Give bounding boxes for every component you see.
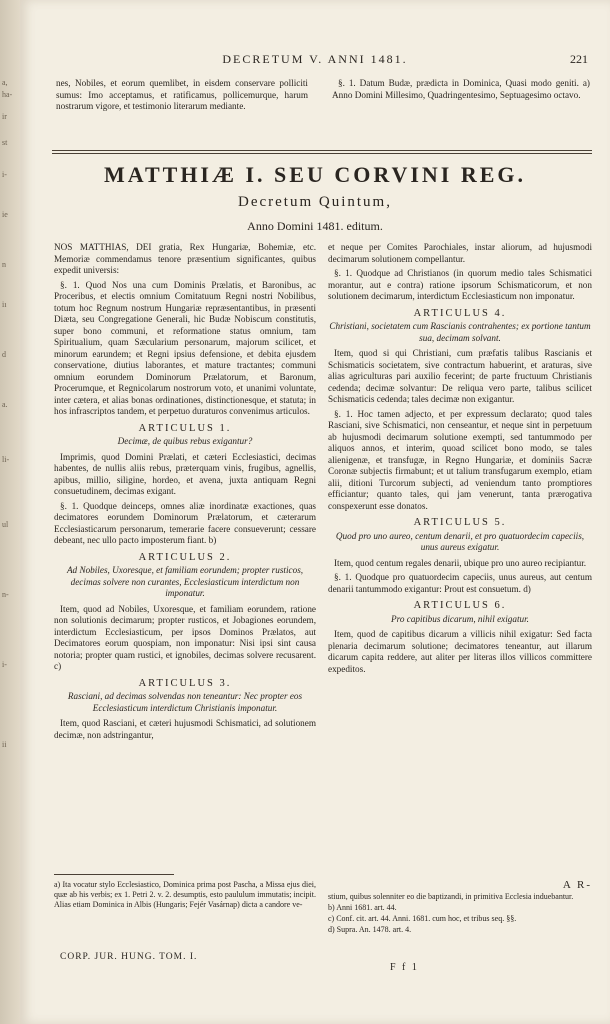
footnote: c) Conf. cit. art. 44. Anni. 1681. cum hoc, et tribus seq. §§.: [328, 914, 517, 923]
margin-mark: ha-: [2, 90, 13, 99]
paragraph: §. 1. Quodque ad Christianos (in quorum medio tales Schismatici morantur, aut e contra) ratione ipsorum Schismaticorum, et non solutionem decimarum, interdictum Ecclesiasticum non imponatur.: [328, 268, 592, 301]
margin-mark: ir: [2, 112, 7, 121]
margin-mark: iı: [2, 300, 7, 309]
margin-mark: n-: [2, 590, 9, 599]
footnote: stium, quibus solenniter eo die baptizandi, in primitiva Ecclesia induebantur.: [328, 892, 574, 901]
article-heading: ARTICULUS 1.: [138, 422, 232, 434]
margin-mark: d: [2, 350, 6, 359]
footnote-rule: [54, 874, 174, 875]
margin-mark: n: [2, 260, 6, 269]
footnote: a) Ita vocatur stylo Ecclesiastico, Dominica prima post Pascha, a Missa ejus diei, quæ ab his verbis; ex 1. Petri 2. v. 2. desumptis, esto paululum immutatis; incipit. Alias etiam Dominica in Albis (Hungaris; Fejér Vasárnap) dicta a candore ve-: [54, 880, 316, 909]
paragraph: Item, quod Rasciani, et cæteri hujusmodi Schismatici, ad solutionem decimæ, non adstringantur,: [54, 718, 316, 740]
margin-mark: i-: [2, 170, 7, 179]
article-heading: ARTICULUS 3.: [138, 677, 232, 689]
running-head: DECRETUM V. ANNI 1481.: [222, 52, 408, 66]
right-column: [328, 242, 592, 678]
article-heading: ARTICULUS 4.: [413, 307, 507, 319]
paragraph: §. 1. Quod Nos una cum Dominis Prælatis, et Baronibus, ac Proceribus, et electis omnium Comitatuum Regni nostri Nobilibus, totum hoc Regnum nostrum Hungariæ repræsentantibus, in præsenti Diæta, seu Congregatione Generali, hic Budæ Nobiscum constitutis, super bono communi, et reformatione status omnium, tam Spiritualium, quam Sæcularium personarum, majorum scilicet, et minorum earundem; et Regni ipsius defensione, et debita ejusdem conservatione, diutius laborantes, et mature tractantes; communi omnium eorundem Dominorum Prælatorum, et Baronum, Procerumque, et Regnicolarum nostrorum voto, et unanimi voluntate, inter cætera, et alias bonas ordinationes, distinctionesque, et statuta; in hos infrascriptos tandem, et perpetuo duraturos convenimus articulos.: [54, 279, 316, 416]
left-page-edge: [0, 0, 20, 1024]
article-heading: ARTICULUS 2.: [138, 551, 232, 563]
paragraph: §. 1. Quodque deinceps, omnes aliæ inordinatæ exactiones, quas decimatores eorundem Dominorum Prælatorum, et cæterarum Ecclesiasticarum personarum, temerarie facere consueverunt; cessare debeant, nec ullo pacto imposterum fiant. b): [54, 500, 316, 545]
article-heading: ARTICULUS 5.: [413, 517, 507, 528]
top-left-text: [56, 78, 308, 116]
top-right-text: [332, 78, 590, 104]
paragraph: Imprimis, quod Domini Prælati, et cæteri Ecclesiastici, decimas habentes, de nullis aliis rebus, præterquam vinis, frugibus, agnellis, apibus, millio, siligine, hordeo, et avena, juxta antiquam Regni consuetudinem, decimas exigant.: [54, 451, 316, 496]
paragraph: Item, quod ad Nobiles, Uxoresque, et familiam eorundem, ratione non solutionis decimarum; propter rusticos, et Jobagiones eorundem, interdictum Ecclesiasticum, per ipsos Dominos Prælatos, aut Decimatores eorum quospiam, non imponatur: Nisi ipsi sint causa notoria; propter quam rustici, et ignobiles, decimas solvere recusarent. c): [54, 603, 316, 671]
paragraph: Item, quod de capitibus dicarum a villicis nihil exigatur: Sed facta plenaria decimarum solutione; decimatores teneantur, aut illarum dicarum capita reddere, aut aliter per literas illos villicos committere expeditos.: [328, 629, 592, 674]
continuation-paragraph: nes, Nobiles, et eorum quemlibet, in eisdem conservare polliciti sumus: Imo acceptamus, et ratificamus, pollicemurque, harum nostrarum vigore, et testimonio literarum mediante.: [56, 78, 308, 111]
decree-subtitle: Decretum Quintum,: [238, 194, 392, 210]
decree-edition: Anno Domini 1481. editum.: [247, 219, 383, 233]
left-column: [54, 242, 316, 744]
margin-mark: ul: [2, 520, 9, 529]
decree-title: MATTHIÆ I. SEU CORVINI REG.: [103, 162, 527, 187]
footnote: b) Anni 1681. art. 44.: [328, 903, 397, 912]
article-summary: Ad Nobiles, Uxoresque, et familiam eorundem; propter rusticos, decimas solvere non curantes, Ecclesiasticum interdictum non imponatur.: [66, 565, 304, 598]
intro-paragraph: NOS MATTHIAS, DEI gratia, Rex Hungariæ, Bohemiæ, etc. Memoriæ commendamus tenore præsentium significantes, quibus expedit universis:: [54, 242, 316, 275]
article-summary: Quod pro uno aureo, centum denarii, et pro quatuordecim capeciis, unus aureus exigatur.: [335, 530, 585, 552]
margin-mark: li-: [2, 455, 10, 464]
margin-mark: ii: [2, 740, 7, 749]
margin-mark: a,: [2, 78, 8, 87]
signature-mark: F f 1: [390, 962, 419, 973]
footnotes-left: [54, 880, 316, 911]
article-summary: Rasciani, ad decimas solvendas non teneantur: Nec propter eos Ecclesiasticum interdictum Christianis imponatur.: [67, 691, 303, 713]
paragraph: Item, quod si qui Christiani, cum præfatis talibus Rascianis et Schismaticis societatem, sive contractum habuerint, et araturas, sive alias agriculturas pari auxilio fecerint; de parte fructuum Christianis cedenda; decimæ solvantur: De reliqua vero parte, talibus scilicet Schismaticis cedenda; tales decimæ non exigantur.: [328, 348, 592, 404]
margin-mark: ie: [2, 210, 8, 219]
section-divider: [52, 150, 592, 151]
paragraph: Item, quod centum regales denarii, ubique pro uno aureo recipiantur.: [334, 557, 587, 568]
margin-mark: a.: [2, 400, 8, 409]
article-summary: Christiani, societatem cum Rascianis contrahentes; ex portione tantum sua, decimam solvant.: [329, 321, 591, 343]
footnote: d) Supra. An. 1478. art. 4.: [328, 925, 412, 934]
article-summary: Decimæ, de quibus rebus exigantur?: [117, 436, 253, 446]
paragraph: et neque per Comites Parochiales, instar aliorum, ad hujusmodi decimarum solutionem compellantur.: [328, 242, 592, 264]
paragraph: §. 1. Hoc tamen adjecto, et per expressum declarato; quod tales Rasciani, sive Schismatici, non censeantur, et neque sint in perpetuum ab hujusmodi decimarum solutione exempti, sed tantummodo per aliquos annos, et interim, quoad scilicet bono modo, se tales alienigenæ, et transfugæ, in Regno Hungariæ, et dominiis Sacræ Coronæ subjectis firmabunt; et ut talium transfugarum exemplo, etiam alii, ditioni Turcorum subjecti, ad veniendum tanto promptiores efficiantur; quanto tales, qui jam venerunt, tanta prærogativa conspexerunt esse donatos.: [328, 408, 592, 511]
paragraph: §. 1. Quodque pro quatuordecim capeciis, unus aureus, aut centum denarii tantummodo exigantur: Prout est consuetum. d): [328, 572, 592, 594]
date-paragraph: §. 1. Datum Budæ, prædicta in Dominica, Quasi modo geniti. a) Anno Domini Millesimo, Quadringentesimo, Septuagesimo octavo.: [332, 78, 590, 100]
page-number: 221: [570, 52, 588, 66]
section-divider-thin: [52, 153, 592, 154]
footer-corpus: CORP. JUR. HUNG. TOM. I.: [60, 952, 198, 962]
margin-mark: i-: [2, 660, 7, 669]
document-page: [20, 0, 610, 1024]
footnotes-right: [328, 880, 592, 936]
article-heading: ARTICULUS 6.: [413, 600, 507, 611]
margin-mark: st: [2, 138, 8, 147]
article-summary: Pro capitibus dicarum, nihil exigatur.: [391, 613, 529, 624]
catchword: A R-: [562, 879, 592, 891]
